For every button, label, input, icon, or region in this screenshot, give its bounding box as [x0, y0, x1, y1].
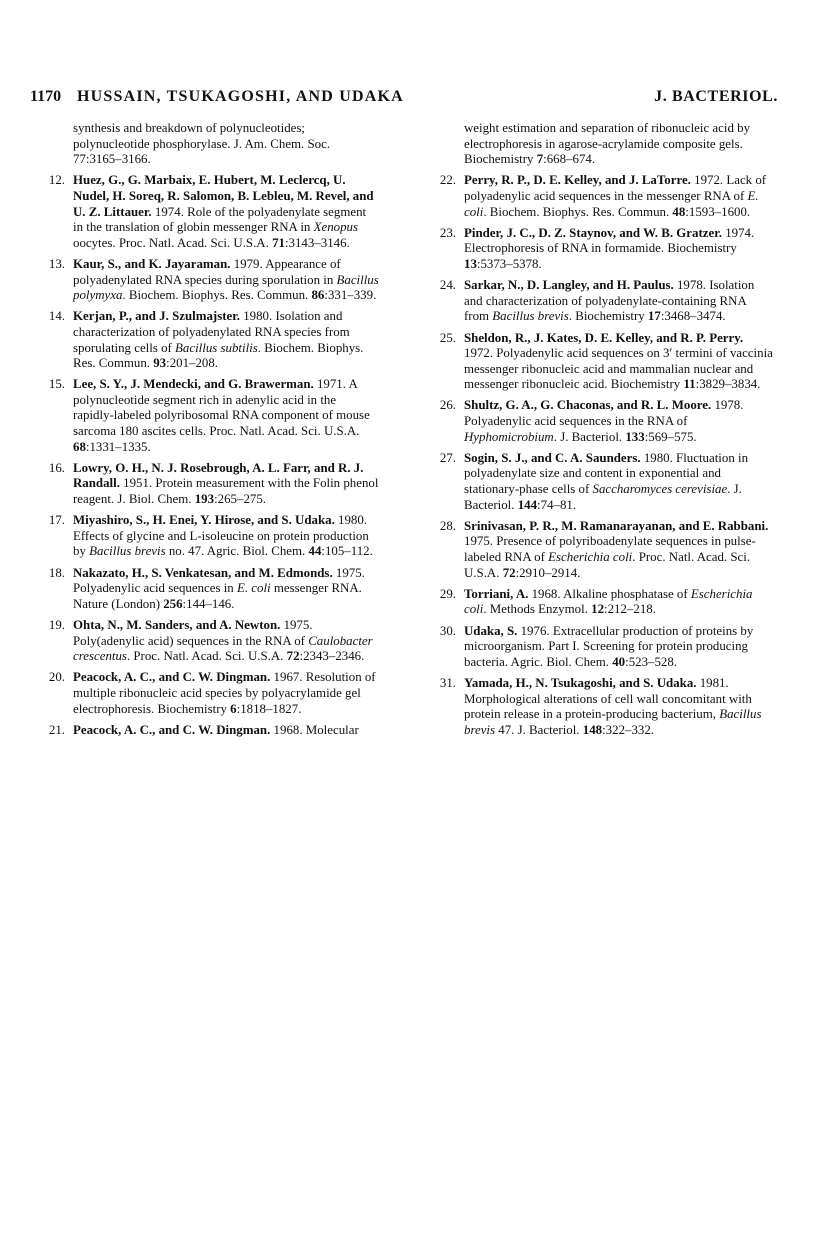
reference-pages: :201–208. [166, 356, 219, 371]
reference-number: 20. [48, 670, 65, 685]
reference-continuation [43, 121, 379, 168]
reference-text-continued: messenger RNA. Nature (London) [73, 581, 362, 611]
reference-volume: 68 [73, 439, 86, 454]
reference-pages: :5373–5378. [476, 256, 542, 271]
reference-number: 17. [48, 513, 65, 528]
reference-continuation [434, 121, 774, 168]
reference-text-continued: . J. Bacteriol. [553, 429, 626, 444]
reference-number: 24. [439, 278, 456, 293]
reference-italic: Caulobacter crescentus [73, 633, 373, 664]
reference-text: 1981. Morphological alterations of cell wall concomitant with protein release in a protein-producing bacterium, [464, 675, 752, 722]
reference-volume: 40 [612, 654, 626, 669]
reference-italic: Hyphomicrobium [464, 429, 554, 444]
reference-text-continued: . Methods Enzymol. [483, 602, 592, 617]
reference-pages: :2343–2346. [299, 649, 365, 664]
reference-entry [434, 331, 774, 393]
reference-entry [434, 398, 774, 445]
reference-number: 25. [439, 330, 456, 345]
reference-authors: Peacock, A. C., and C. W. Dingman. [73, 722, 271, 737]
reference-authors: Sogin, S. J., and C. A. Saunders. [464, 450, 641, 465]
reference-number: 14. [48, 309, 65, 324]
right-column [434, 121, 774, 744]
reference-italic: Bacillus brevis [89, 544, 166, 559]
reference-text: 1975. Poly(adenylic acid) sequences in the RNA of [73, 617, 313, 648]
reference-authors: Sheldon, R., J. Kates, D. E. Kelley, and R. P. Perry. [464, 330, 744, 345]
reference-number: 19. [48, 617, 65, 632]
reference-number: 18. [48, 565, 65, 580]
reference-text: 1971. A polynucleotide segment rich in adenylic acid in the rapidly-labeled polyribosomal RNA component of mouse sarcoma 180 ascites cells. Proc. Natl. Acad. Sci. U.S.A. [73, 377, 370, 439]
reference-authors: Kerjan, P., and J. Szulmajster. [73, 309, 240, 324]
reference-number: 31. [439, 675, 456, 690]
reference-number: 27. [439, 450, 456, 465]
reference-entry [43, 723, 379, 739]
reference-text-continued: . Biochem. Biophys. Res. Commun. [483, 204, 673, 219]
reference-volume: 13 [464, 256, 477, 271]
reference-entry [43, 566, 379, 613]
reference-pages: :331–339. [324, 288, 377, 303]
pages: :668–674. [543, 152, 596, 167]
reference-italic: Bacillus brevis [492, 309, 569, 324]
reference-text-continued: no. 47. Agric. Biol. Chem. [165, 544, 309, 559]
reference-text: 1980. Isolation and characterization of polyadenylated RNA species from sporulating cells of [73, 309, 350, 355]
reference-number: 23. [439, 225, 456, 240]
reference-italic: Bacillus brevis [464, 707, 762, 737]
reference-italic: Escherichia coli [548, 550, 633, 564]
reference-number: 22. [439, 173, 456, 188]
reference-number: 30. [439, 623, 456, 638]
reference-authors: Lee, S. Y., J. Mendecki, and G. Brawerman. [73, 377, 314, 392]
reference-text-continued: . Proc. Natl. Acad. Sci. U.S.A. [464, 550, 751, 580]
left-column [43, 121, 379, 744]
reference-authors: Yamada, H., N. Tsukagoshi, and S. Udaka. [464, 675, 697, 690]
reference-pages: :74–81. [537, 497, 577, 512]
reference-authors: Udaka, S. [464, 623, 518, 638]
reference-number: 21. [48, 722, 65, 737]
reference-volume: 256 [163, 596, 183, 611]
reference-volume: 6 [230, 701, 237, 716]
reference-text: 1975. Presence of polyriboadenylate sequences in pulse-labeled RNA of [464, 534, 756, 564]
reference-entry [434, 519, 774, 581]
reference-number: 15. [48, 377, 65, 392]
reference-number: 12. [48, 173, 65, 188]
reference-text: 1979. Appearance of polyadenylated RNA species during sporulation in [73, 256, 341, 287]
reference-italic: Bacillus subtilis [175, 340, 258, 355]
reference-text: 1974. Role of the polyadenylate segment in the translation of globin messenger RNA in [73, 204, 367, 235]
reference-text: 1967. Resolution of multiple ribonucleic acid species by polyacrylamide gel electrophoresis. Biochemistry [73, 670, 376, 716]
reference-authors: Kaur, S., and K. Jayaraman. [73, 256, 231, 271]
reference-text: 1980. Fluctuation in polyadenylate size and content in exponential and stationary-phase cells of [464, 450, 749, 497]
reference-text-continued: . Biochem. Biophys. Res. Commun. [73, 340, 364, 371]
reference-text: 1968. Molecular [270, 722, 359, 737]
reference-volume: 93 [153, 356, 167, 371]
reference-pages: :322–332. [602, 722, 655, 737]
reference-text: 1951. Protein measurement with the Folin phenol reagent. J. Biol. Chem. [73, 476, 379, 507]
reference-authors: Lowry, O. H., N. J. Rosebrough, A. L. Farr, and R. J. Randall. [73, 460, 364, 491]
reference-italic: Bacillus polymyxa [73, 272, 379, 303]
continuation-text: weight estimation and separation of ribonucleic acid by electrophoresis in agarose-acrylamide composite gels. Biochemistry [464, 121, 751, 167]
reference-volume: 71 [272, 235, 285, 250]
reference-entry [43, 309, 379, 371]
reference-volume: 133 [625, 429, 645, 444]
reference-entry [434, 451, 774, 513]
page-header [30, 88, 782, 112]
reference-text: 1972. Lack of polyadenylic acid sequences in the messenger RNA of [464, 173, 767, 203]
reference-italic: Xenopus [313, 220, 358, 235]
reference-authors: Peacock, A. C., and C. W. Dingman. [73, 670, 271, 685]
reference-pages: :265–275. [214, 492, 266, 507]
reference-volume: 12 [591, 602, 605, 617]
reference-text: 1980. Effects of glycine and L-isoleucine on protein production by [73, 513, 369, 559]
reference-volume: 148 [582, 722, 603, 737]
reference-pages: :3468–3474. [660, 309, 726, 324]
reference-text: 1968. Alkaline phosphatase of [528, 586, 691, 601]
reference-italic: Escherichia coli [464, 586, 753, 617]
reference-pages: :569–575. [644, 429, 697, 444]
reference-entry [43, 257, 379, 304]
reference-number: 26. [439, 398, 456, 413]
reference-volume: 72 [286, 649, 300, 664]
reference-text-continued: . Proc. Natl. Acad. Sci. U.S.A. [126, 649, 287, 664]
reference-text-continued: oocytes. Proc. Natl. Acad. Sci. U.S.A. [73, 235, 273, 250]
running-head-authors: HUSSAIN, TSUKAGOSHI, AND UDAKA [77, 88, 404, 105]
reference-text: 1978. Isolation and characterization of polyadenylate-containing RNA from [464, 278, 755, 324]
reference-text: 1972. Polyadenylic acid sequences on 3′ termini of vaccinia messenger ribonucleic acid and mammalian nuclear and messenger ribonucleic acid. Biochemistry [464, 346, 773, 392]
reference-volume: 144 [517, 497, 538, 512]
reference-volume: 11 [683, 377, 696, 392]
reference-number: 13. [48, 256, 65, 271]
reference-number: 29. [439, 586, 456, 601]
reference-authors: Huez, G., G. Marbaix, E. Hubert, M. Leclercq, U. Nudel, H. Soreq, R. Salomon, B. Lebleu, M. Revel, and U. Z. Littauer. [73, 173, 374, 219]
reference-authors: Miyashiro, S., H. Enei, Y. Hirose, and S. Udaka. [73, 513, 335, 528]
reference-text-continued: 47. J. Bacteriol. [495, 722, 583, 737]
reference-authors: Sarkar, N., D. Langley, and H. Paulus. [464, 278, 674, 293]
reference-pages: :2910–2914. [515, 565, 581, 580]
reference-number: 28. [439, 518, 456, 533]
reference-authors: Shultz, G. A., G. Chaconas, and R. L. Moore. [464, 398, 712, 413]
running-head-journal: J. BACTERIOL. [654, 88, 778, 105]
page-number: 1170 [30, 88, 62, 105]
reference-pages: :105–112. [321, 544, 373, 559]
reference-authors: Nakazato, H., S. Venkatesan, and M. Edmonds. [73, 565, 333, 580]
reference-entry [43, 618, 379, 665]
reference-pages: :1593–1600. [685, 204, 751, 219]
reference-italic: E. coli [236, 581, 271, 596]
reference-authors: Srinivasan, P. R., M. Ramanarayanan, and E. Rabbani. [464, 518, 769, 533]
reference-authors: Pinder, J. C., D. Z. Staynov, and W. B. Gratzer. [464, 225, 722, 240]
reference-text-continued: . Biochem. Biophys. Res. Commun. [122, 288, 312, 303]
reference-volume: 72 [502, 565, 516, 580]
reference-italic: Saccharomyces cerevisiae [592, 482, 728, 497]
reference-entry [434, 173, 774, 220]
reference-text: 1976. Extracellular production of proteins by microorganism. Part I. Screening for protein producing bacteria. Agric. Biol. Chem. [464, 623, 754, 669]
reference-entry [434, 587, 774, 618]
reference-volume: 193 [194, 492, 215, 507]
reference-entry [43, 670, 379, 717]
reference-entry [434, 226, 774, 273]
reference-entry [43, 513, 379, 560]
reference-authors: Torriani, A. [464, 586, 529, 601]
reference-volume: 17 [647, 309, 661, 324]
reference-italic: E. coli [464, 188, 759, 219]
reference-volume: 48 [672, 204, 686, 219]
reference-entry [43, 173, 379, 251]
reference-pages: :3829–3834. [695, 377, 761, 392]
reference-pages: :1818–1827. [236, 701, 302, 716]
reference-authors: Ohta, N., M. Sanders, and A. Newton. [73, 617, 281, 632]
volume: 7 [536, 152, 544, 167]
reference-pages: :212–218. [604, 602, 656, 617]
reference-pages: :523–528. [625, 654, 678, 669]
reference-pages: :3143–3146. [284, 235, 350, 250]
reference-pages: :1331–1335. [85, 439, 151, 454]
reference-volume: 86 [311, 288, 325, 303]
reference-number: 16. [48, 460, 65, 475]
continuation-text: synthesis and breakdown of polynucleotides; polynucleotide phosphorylase. J. Am. Chem. Soc. 77:3165–3166. [73, 121, 331, 167]
reference-text: 1974. Electrophoresis of RNA in formamide. Biochemistry [464, 225, 755, 256]
reference-text-continued: . J. Bacteriol. [464, 482, 742, 512]
reference-entry [43, 377, 379, 455]
reference-text: 1975. Polyadenylic acid sequences in [73, 565, 365, 596]
reference-pages: :144–146. [182, 596, 235, 611]
reference-entry [434, 278, 774, 325]
reference-entry [43, 461, 379, 508]
reference-text: 1978. Polyadenylic acid sequences in the RNA of [464, 398, 744, 429]
reference-entry [434, 624, 774, 671]
reference-text-continued: . Biochemistry [568, 309, 648, 324]
reference-entry [434, 676, 774, 738]
reference-volume: 44 [308, 544, 322, 559]
reference-authors: Perry, R. P., D. E. Kelley, and J. LaTorre. [464, 173, 691, 188]
